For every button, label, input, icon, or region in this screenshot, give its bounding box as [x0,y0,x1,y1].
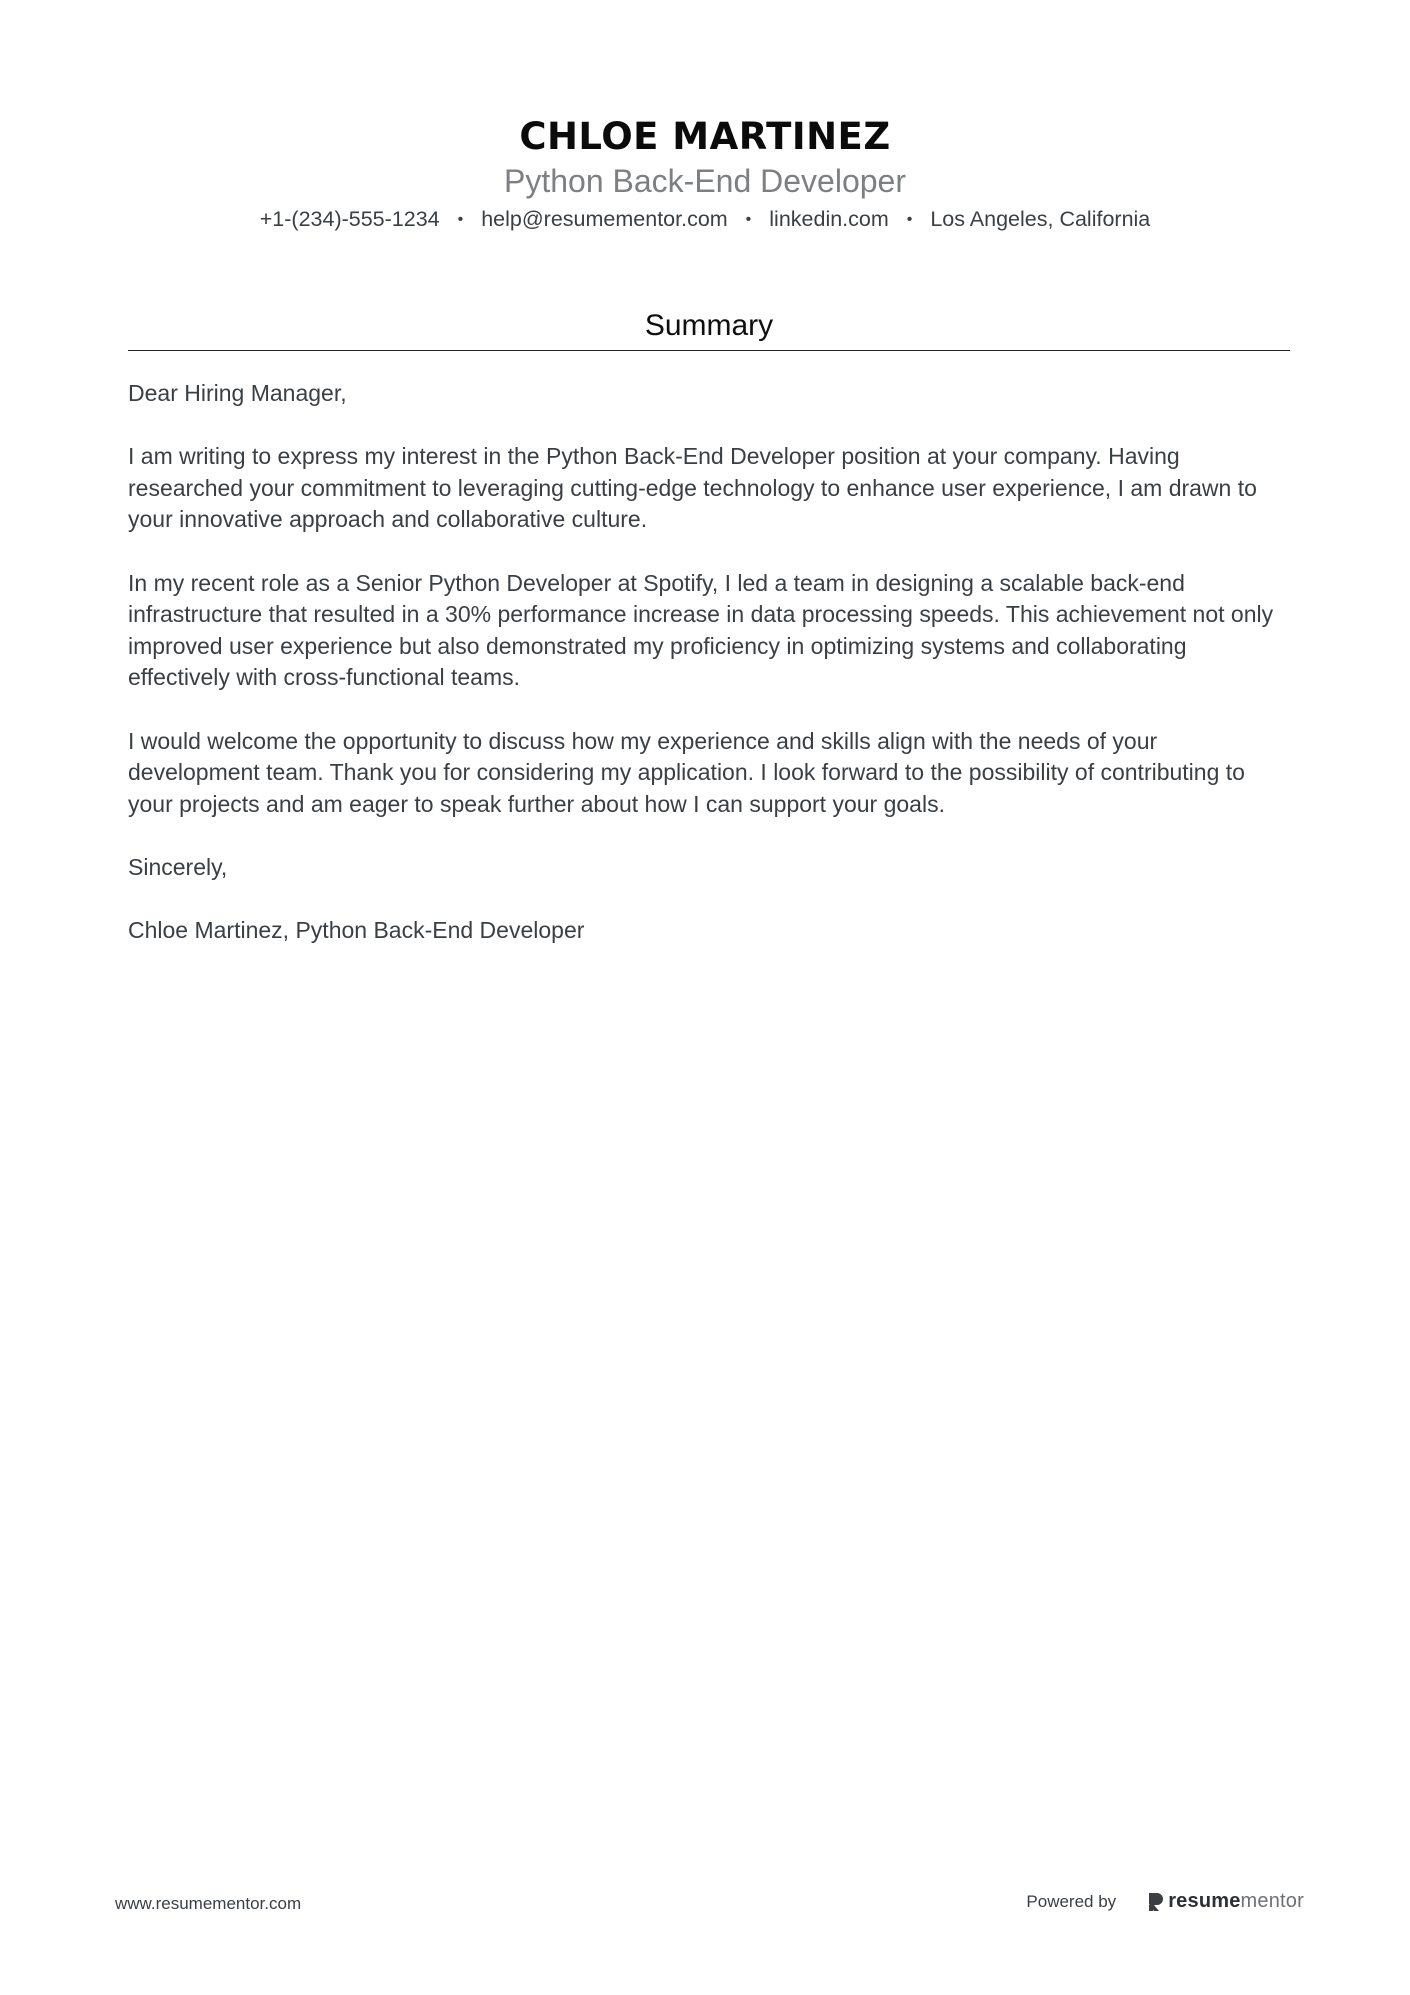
letter-paragraph-1: I am writing to express my interest in the Python Back-End Developer position at your company. Having researched your commitment to leveraging cutting-edge technology to enhance user experience, I am drawn to your innovative approach and collaborative culture. [128,443,1257,533]
letter-closing: Sincerely, [128,853,228,880]
letter-greeting: Dear Hiring Manager, [128,380,347,406]
contact-linkedin[interactable]: linkedin.com [769,207,889,231]
brand-name-bold: resume [1168,1890,1241,1912]
resume-header [0,112,1410,235]
powered-by-label: Powered by [1026,1891,1117,1911]
footer-branding [1026,1890,1304,1913]
section-title-summary: Summary [644,309,774,342]
footer-website[interactable]: www.resumementor.com [115,1894,302,1913]
letter-body [128,378,1292,978]
letter-paragraph-3: I would welcome the opportunity to discuss how my experience and skills align with the needs of your development team. Thank you for considering my application. I look forward to the possibility of contributing to your projects and am eager to speak further about how I can support your goals. [128,727,1245,817]
candidate-name: CHLOE MARTINEZ [519,115,891,158]
contact-location: Los Angeles, California [930,207,1151,231]
contact-email[interactable]: help@resumementor.com [481,207,728,231]
letter-signature: Chloe Martinez, Python Back-End Developer [128,917,585,944]
brand-name-light: mentor [1240,1890,1304,1912]
brand-logo[interactable] [1146,1890,1304,1913]
contact-separator: • [457,211,464,228]
contact-line [0,204,1410,235]
contact-separator: • [906,211,913,228]
contact-separator: • [745,211,752,228]
candidate-job-title: Python Back-End Developer [504,163,906,199]
section-divider [128,350,1290,351]
letter-paragraph-2: In my recent role as a Senior Python Developer at Spotify, I led a team in designing a scalable back-end infrastructure that resulted in a 30% performance increase in data processing speeds. This achievement not only improved user experience but also demonstrated my proficiency in optimizing systems and collaborating effectively with cross-functional teams. [128,569,1274,691]
resumementor-logo-icon [1146,1891,1164,1913]
contact-phone: +1-(234)-555-1234 [259,207,440,231]
